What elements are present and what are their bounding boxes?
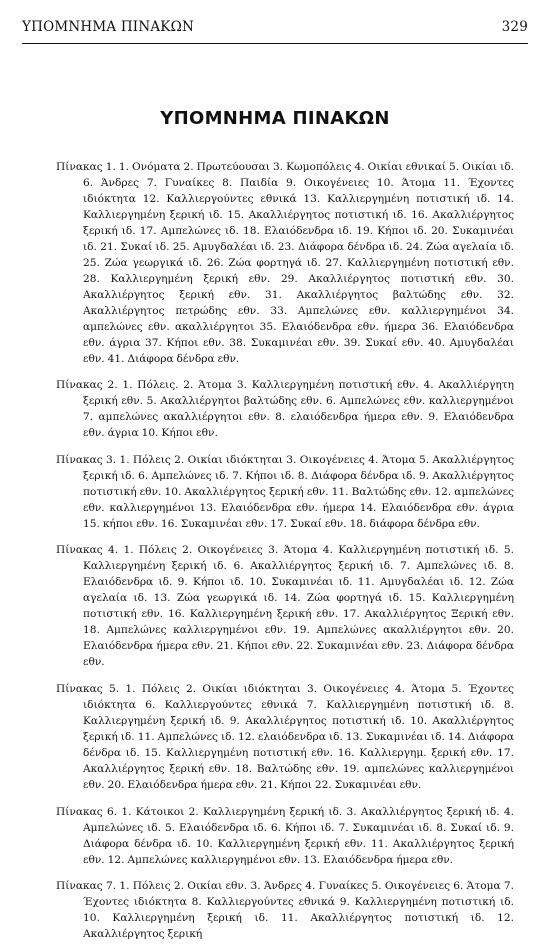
table-legend-entry: Πίνακας 5. 1. Πόλεις 2. Οικίαι ιδιόκτηται 3. Οικογένειες 4. Άτομα 5. Έχοντες ιδιόκτητα 6. Καλλιεργούντες εθνικά 7. Καλλιεργημένη ποτιστική ιδ. 8. Καλλιεργημένη ξερική ιδ. 9. Ακαλλιέργητος ποτιστική ιδ. 10. Ακαλλιέργητος ξερική ιδ. 11. Αμπελώνες ιδ. 12. ελαιόδενδρα ιδ. 13. Συκαμινέαι ιδ. 14. Διάφορα δένδρα ιδ. 15. Καλλιεργημένη ποτιστική εθν. 16. Καλλιεργημ. ξερική εθν. 17. Ακαλλιέργητος ξερική εθν. 18. Βαλτώδης εθν. 19. αμπελώνες καλλιεργημένοι εθν. 20. Ελαιόδενδρα ήμερα εθν. 21. Κήποι 22. Συκαμινέαι εθν. bbox=[56, 682, 514, 791]
page-number: 329 bbox=[501, 19, 528, 35]
running-title: ΥΠΟΜΝΗΜΑ ΠΙΝΑΚΩΝ bbox=[22, 19, 194, 35]
table-legend-entry: Πίνακας 4. 1. Πόλεις 2. Οικογένειες 3. Άτομα 4. Καλλιεργημένη ποτιστική ιδ. 5. Καλλιεργημένη ξερική ιδ. 6. Ακαλλιέργητος ξερική ιδ. 7. Αμπελώνες ιδ. 8. Ελαιόδενδρα ιδ. 9. Κήποι ιδ. 10. Συκαμινέαι ιδ. 11. Αμυγδαλέαι ιδ. 12. Ζώα αγελαία ιδ. 13. Ζώα γεωργικά ιδ. 14. Ζώα φορτηγά ιδ. 15. Καλλιεργημένη ποτιστική εθν. 16. Καλλιεργημένη ξερική εθν. 17. Ακαλλιέργητος Ξερική εθν. 18. Αμπελώνες καλλιεργημένοι εθν. 19. Αμπελώνες ακαλλιέργητοι εθν. 20. Ελαιόδενδρα ήμερα εθν. 21. Κήποι εθν. 22. Συκαμινέαι εθν. 23. Διάφορα δένδρα εθν. bbox=[56, 544, 514, 669]
table-legend-entry: Πίνακας 1. 1. Ονόματα 2. Πρωτεύουσαι 3. Κωμοπόλεις 4. Οικίαι εθνικαί 5. Οικίαι ιδ. 6. Άνδρες 7. Γυναίκες 8. Παιδία 9. Οικογένειες 10. Άτομα 11. Έχοντες ιδιόκτητα 12. Καλλιεργούντες εθνικά 13. Καλλιεργημένη ποτιστική ιδ. 14. Καλλιεργημένη ξερική ιδ. 15. Ακαλλιέργητος ποτιστική ιδ. 16. Ακαλλιέργητος ξερική ιδ. 17. Αμπελώνες ιδ. 18. Ελαιόδενδρα ιδ. 19. Κήποι ιδ. 20. Συκαμινέαι ιδ. 21. Συκαί ιδ. 25. Αμυγδαλέαι ιδ. 23. Διάφορα δένδρα ιδ. 24. Ζώα αγελαία ιδ. 25. Ζώα γεωργικά ιδ. 26. Ζώα φορτηγά ιδ. 27. Καλλιεργημένη ποτιστική εθν. 28. Καλλιεργημένη ξερική εθν. 29. Ακαλλιέργητος ποτιστική εθν. 30. Ακαλλιέργητος ξερική εθν. 31. Ακαλλιέργητος βαλτώδης εθν. 32. Ακαλλιέργητος πετρώδης εθν. 33. Αμπελώνες εθν. καλλιεργημένοι 34. αμπελώνες εθν. ακαλλιέργητοι 35. Ελαιόδενδρα εθν. ήμερα 36. Ελαιόδενδρα εθν. άγρια 37. Κήποι εθν. 38. Συκαμινέαι εθν. 39. Συκαί εθν. 40. Αμυγδαλέαι εθν. 41. Διάφορα δένδρα εθν. bbox=[56, 160, 514, 365]
running-header bbox=[22, 19, 528, 39]
table-legend-entry: Πίνακας 6. 1. Κάτοικοι 2. Καλλιεργημένη ξερική ιδ. 3. Ακαλλιέργητος ξερική ιδ. 4. Αμπελώνες ιδ. 5. Ελαιόδενδρα ιδ. 6. Κήποι ιδ. 7. Συκαμινέαι ιδ. 8. Συκαί ιδ. 9. Διάφορα δένδρα ιδ. 10. Καλλιεργημένη ξερική εθν. 11. Ακαλλιέργητος ξερική εθν. 12. Αμπελώνες καλλιεργημένοι εθν. 13. Ελαιόδενδρα ήμερα εθν. bbox=[56, 805, 514, 866]
table-legend-entry: Πίνακας 7. 1. Πόλεις 2. Οικίαι εθν. 3. Άνδρες 4. Γυναίκες 5. Οικογένειες 6. Άτομα 7. Έχοντες ιδιόκτητα 8. Καλλιεργούντες εθνικά 9. Καλλιεργημένη ποτιστική ιδ. 10. Καλλιεργημένη ξερική ιδ. 11. Ακαλλιέργητος ποτιστική ιδ. 12. Ακαλλιέργητος ξερική bbox=[56, 880, 514, 941]
header-divider bbox=[22, 43, 528, 44]
table-legend-entry: Πίνακας 2. 1. Πόλεις. 2. Άτομα 3. Καλλιεργημένη ποτιστική εθν. 4. Ακαλλιέργητη ξερική εθν. 5. Ακαλλιέργητοι βαλτώδης εθν. 6. Αμπελώνες εθν. καλλιεργημένοι 7. αμπελώνες ακαλλιέργητοι εθν. 8. ελαιόδενδρα ήμερα εθν. 9. Ελαιόδενδρα εθν. άγρια 10. Κήποι εθν. bbox=[56, 379, 514, 440]
section-title: ΥΠΟΜΝΗΜΑ ΠΙΝΑΚΩΝ bbox=[160, 108, 390, 129]
table-legend-list bbox=[56, 148, 514, 949]
table-legend-entry: Πίνακας 3. 1. Πόλεις 2. Οικίαι ιδιόκτηται 3. Οικογένειες 4. Άτομα 5. Ακαλλιέργητος ξερική ιδ. 6. Αμπελώνες ιδ. 7. Κήποι ιδ. 8. Διάφορα δένδρα ιδ. 9. Ακαλλιέργητος ποτιστική εθν. 10. Ακαλλιέργητος ξερική εθν. 11. Βαλτώδης εθν. 12. αμπελώνες εθν. καλλιεργημένοι 13. Ελαιόδενδρα εθν. ήμερα 14. Ελαιόδενδρα εθν. άγρια 15. κήποι εθν. 16. Συκαμινέαι εθν. 17. Συκαί εθν. 18. διάφορα δένδρα εθν. bbox=[56, 453, 514, 530]
